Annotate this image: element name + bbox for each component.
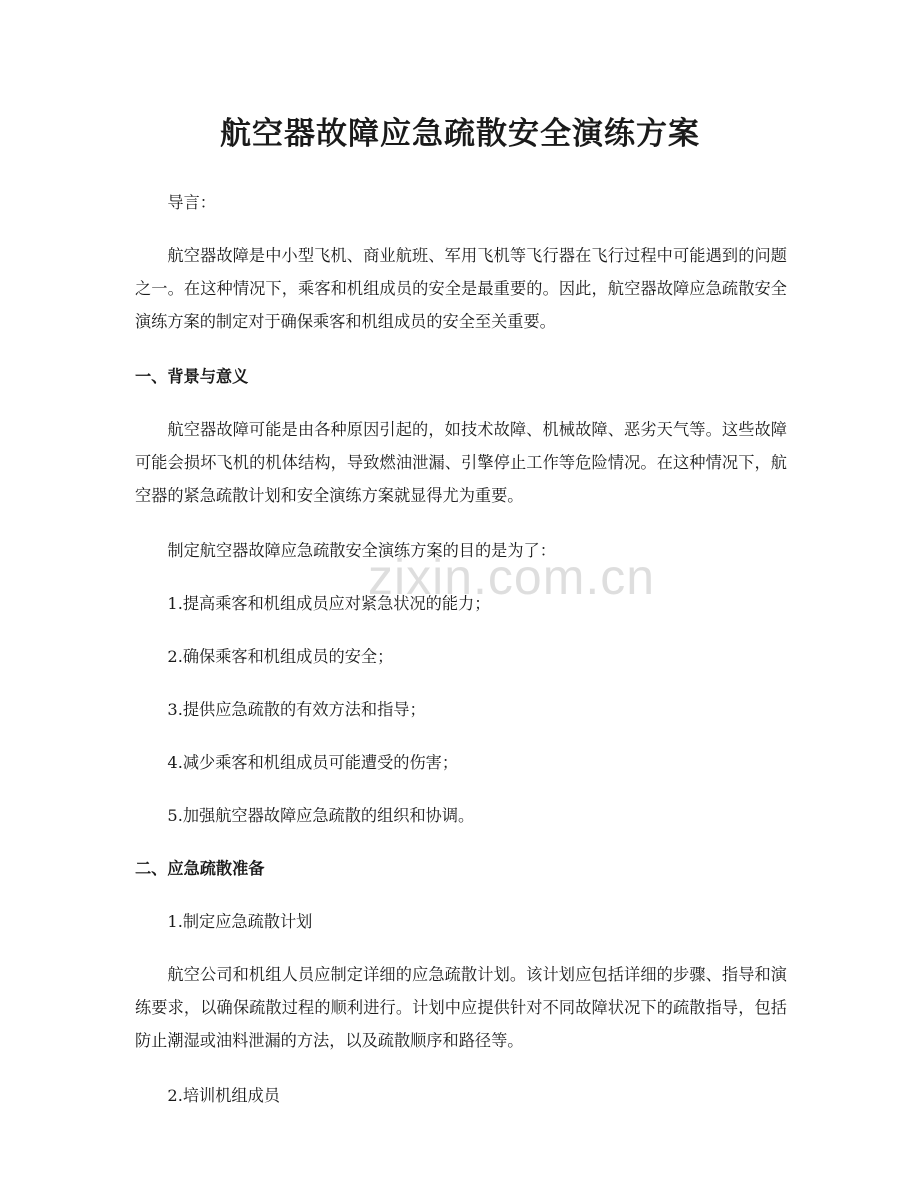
purpose-intro: 制定航空器故障应急疏散安全演练方案的目的是为了： — [167, 541, 556, 560]
intro-paragraph: 航空器故障是中小型飞机、商业航班、军用飞机等飞行器在飞行过程中可能遇到的问题之一。在这种情况下，乘客和机组成员的安全是最重要的。因此，航空器故障应急疏散安全演练方案的制定对于确保乘客和机组成员的安全至关重要。 — [135, 246, 787, 331]
document-body — [135, 186, 787, 1132]
watermark: zixin.com.cn — [368, 549, 656, 605]
list-item: 2.确保乘客和机组成员的安全； — [167, 647, 394, 666]
plan-paragraph: 航空公司和机组人员应制定详细的应急疏散计划。该计划应包括详细的步骤、指导和演练要求，以确保疏散过程的顺利进行。计划中应提供针对不同故障状况下的疏散指导，包括防止潮湿或油料泄漏的方法，以及疏散顺序和路径等。 — [135, 965, 787, 1050]
section-heading-preparation: 二、应急疏散准备 — [135, 859, 265, 878]
document-title: 航空器故障应急疏散安全演练方案 — [220, 116, 700, 152]
list-item: 1.提高乘客和机组成员应对紧急状况的能力； — [167, 594, 491, 613]
subheading-training: 2.培训机组成员 — [167, 1086, 280, 1105]
section-heading-background: 一、背景与意义 — [135, 367, 249, 386]
intro-label: 导言： — [167, 193, 216, 212]
list-item: 3.提供应急疏散的有效方法和指导； — [167, 700, 426, 719]
list-item: 5.加强航空器故障应急疏散的组织和协调。 — [167, 806, 475, 825]
list-item: 4.减少乘客和机组成员可能遭受的伤害； — [167, 753, 459, 772]
background-paragraph: 航空器故障可能是由各种原因引起的，如技术故障、机械故障、恶劣天气等。这些故障可能会损坏飞机的机体结构，导致燃油泄漏、引擎停止工作等危险情况。在这种情况下，航空器的紧急疏散计划和安全演练方案就显得尤为重要。 — [135, 420, 787, 505]
subheading-plan: 1.制定应急疏散计划 — [167, 912, 313, 931]
